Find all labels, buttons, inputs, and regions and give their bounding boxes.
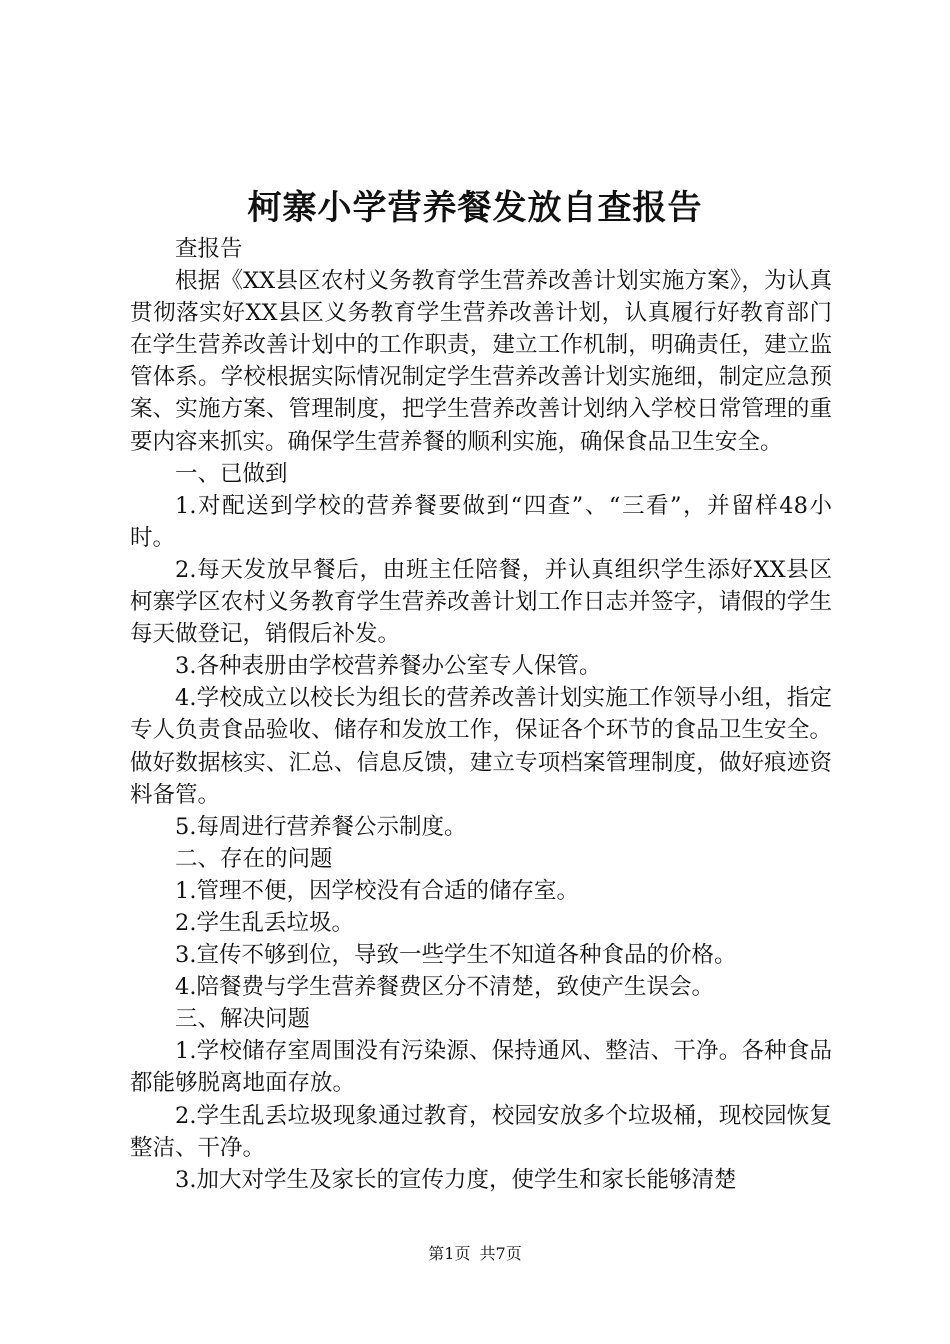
list-item: 3.宣传不够到位，导致一些学生不知道各种食品的价格。 <box>175 942 737 969</box>
list-item: 2.学生乱丢垃圾。 <box>175 909 354 936</box>
paragraph: 根据《XX县区农村义务教育学生营养改善计划实施方案》，为认真贯彻落实好XX县区义务教育学生营养改善计划，认真履行好教育部门在学生营养改善计划中的工作职责，建立工作机制，明确责任，建立监管体系。学校根据实际情况制定学生营养改善计划实施细，制定应急预案、实施方案、管理制度，把学生营养改善计划纳入学校日常管理的重要内容来抓实。确保学生营养餐的顺利实施，确保食品卫生安全。 <box>130 268 832 455</box>
page-footer <box>0 1243 950 1265</box>
document-body <box>130 233 832 1196</box>
list-item: 3.各种表册由学校营养餐办公室专人保管。 <box>175 653 602 680</box>
page-total: 共7页 <box>479 1244 522 1263</box>
list-item: 5.每周进行营养餐公示制度。 <box>175 813 467 840</box>
list-item: 4.陪餐费与学生营养餐费区分不清楚，致使产生误会。 <box>175 974 714 1001</box>
document-title: 柯寨小学营养餐发放自查报告 <box>247 188 703 228</box>
page-number: 第1页 <box>428 1244 471 1263</box>
list-item: 1.对配送到学校的营养餐要做到“四查”、“三看”，并留样48小时。 <box>130 492 832 551</box>
list-item: 1.管理不便，因学校没有合适的储存室。 <box>175 877 579 904</box>
list-item: 2.每天发放早餐后，由班主任陪餐，并认真组织学生添好XX县区柯寨学区农村义务教育学生营养改善计划工作日志并签字，请假的学生每天做登记，销假后补发。 <box>130 556 832 648</box>
list-item: 1.学校储存室周围没有污染源、保持通风、整洁、干净。各种食品都能够脱离地面存放。 <box>130 1038 832 1097</box>
section-heading: 二、存在的问题 <box>175 845 333 872</box>
paragraph: 查报告 <box>175 236 243 262</box>
section-heading: 一、已做到 <box>175 460 288 487</box>
section-heading: 三、解决问题 <box>175 1006 311 1033</box>
list-item: 3.加大对学生及家长的宣传力度，使学生和家长能够清楚 <box>175 1166 737 1193</box>
list-item: 2.学生乱丢垃圾现象通过教育，校园安放多个垃圾桶，现校园恢复整洁、干净。 <box>130 1102 832 1161</box>
list-item: 4.学校成立以校长为组长的营养改善计划实施工作领导小组，指定专人负责食品验收、储存和发放工作，保证各个环节的食品卫生安全。做好数据核实、汇总、信息反馈，建立专项档案管理制度，做好痕迹资料备管。 <box>130 685 832 808</box>
